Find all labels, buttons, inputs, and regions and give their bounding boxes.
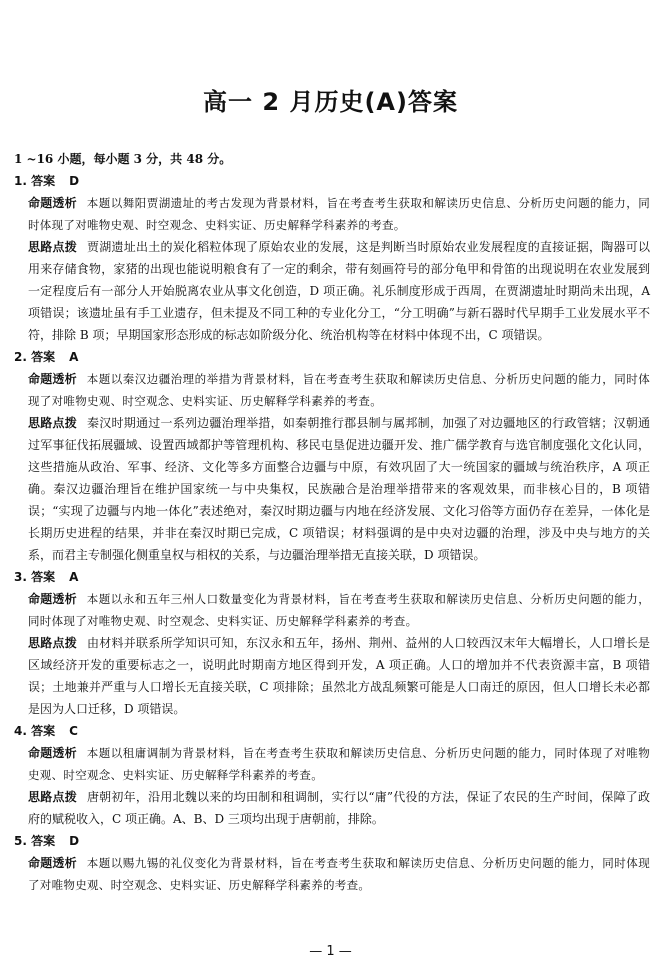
- question-number: 5. 答案: [14, 834, 56, 848]
- answer-letter: A: [69, 350, 79, 364]
- answer-heading: [14, 830, 650, 852]
- reasoning-text: 秦汉时期通过一系列边疆治理举措，如秦朝推行郡县制与属邦制，加强了对边疆地区的行政管辖；汉朝通过军事征伐拓展疆域、设置西域都护等管理机构、移民屯垦促进边疆开发、推广儒学教育与选官制度强化文化认同，这些措施从政治、军事、经济、文化等多方面整合边疆与中原，有效巩固了大一统国家的疆域与统治秩序，A 项正确。秦汉边疆治理旨在维护国家统一与中央集权，民族融合是治理举措带来的客观效果，而非核心目的，B 项错误；“实现了边疆与内地一体化”表述绝对，秦汉时期边疆与内地在经济发展、文化习俗等方面仍存在差异，一体化是长期历史进程的结果，并非在秦汉时期已完成，C 项错误；材料强调的是中央对边疆的治理，涉及中央与地方的关系，而君主专制强化侧重皇权与相权的关系，与边疆治理举措无直接关联，D 项错误。: [28, 416, 650, 562]
- question-number: 3. 答案: [14, 570, 56, 584]
- analysis-label: 命题透析: [28, 196, 77, 210]
- question-1: [14, 170, 650, 346]
- reasoning-label: 思路点拨: [28, 416, 77, 430]
- answer-heading: [14, 720, 650, 742]
- page-title: 高一 2 月历史(A)答案: [203, 88, 458, 116]
- analysis-label: 命题透析: [28, 746, 77, 760]
- answer-letter: A: [69, 570, 79, 584]
- question-2: [14, 346, 650, 566]
- question-number: 1. 答案: [14, 174, 56, 188]
- analysis-paragraph: [14, 742, 650, 786]
- analysis-paragraph: [14, 368, 650, 412]
- question-number: 2. 答案: [14, 350, 56, 364]
- analysis-label: 命题透析: [28, 592, 77, 606]
- reasoning-text: 由材料并联系所学知识可知，东汉永和五年，扬州、荆州、益州的人口较西汉末年大幅增长，人口增长是区域经济开发的重要标志之一，说明此时期南方地区得到开发，A 项正确。人口的增加并不代表资源丰富，B 项错误；土地兼并严重与人口增长无直接关联，C 项排除；虽然北方战乱频繁可能是人口南迁的原因，但人口增长未必都是因为人口迁移，D 项错误。: [28, 636, 650, 716]
- answer-letter: C: [69, 724, 78, 738]
- reasoning-label: 思路点拨: [28, 240, 77, 254]
- answer-heading: [14, 170, 650, 192]
- question-5: [14, 830, 650, 896]
- analysis-text: 本题以赐九锡的礼仪变化为背景材料，旨在考查考生获取和解读历史信息、分析历史问题的能力，同时体现了对唯物史观、时空观念、史料实证、历史解释学科素养的考查。: [28, 856, 650, 892]
- reasoning-text: 贾湖遗址出土的炭化稻粒体现了原始农业的发展，这是判断当时原始农业发展程度的直接证据，陶器可以用来存储食物，家猪的出现也能说明粮食有了一定的剩余，带有刻画符号的部分龟甲和骨笛的出现说明在农业发展到一定程度后有一部分人开始脱离农业从事文化创造，D 项正确。礼乐制度形成于西周，在贾湖遗址时期尚未出现，A 项错误；该遗址虽有手工业遗存，但未提及不同工种的专业化分工，“分工明确”与新石器时代早期手工业发展水平不符，排除 B 项；早期国家形态形成的标志如阶级分化、统治机构等在材料中体现不出，C 项错误。: [28, 240, 650, 342]
- analysis-label: 命题透析: [28, 372, 77, 386]
- reasoning-paragraph: [14, 412, 650, 566]
- question-3: [14, 566, 650, 720]
- reasoning-text: 唐朝初年，沿用北魏以来的均田制和租调制，实行以“庸”代役的方法，保证了农民的生产时间，保障了政府的赋税收入，C 项正确。A、B、D 三项均出现于唐朝前，排除。: [28, 790, 650, 826]
- page-number: — 1 —: [309, 944, 352, 959]
- answer-heading: [14, 346, 650, 368]
- answer-letter: D: [69, 174, 80, 188]
- answer-letter: D: [69, 834, 80, 848]
- analysis-text: 本题以秦汉边疆治理的举措为背景材料，旨在考查考生获取和解读历史信息、分析历史问题的能力，同时体现了对唯物史观、时空观念、史料实证、历史解释学科素养的考查。: [28, 372, 650, 408]
- analysis-label: 命题透析: [28, 856, 77, 870]
- analysis-paragraph: [14, 192, 650, 236]
- section-intro: 1 ~16 小题，每小题 3 分，共 48 分。: [14, 152, 232, 166]
- analysis-text: 本题以租庸调制为背景材料，旨在考查考生获取和解读历史信息、分析历史问题的能力，同时体现了对唯物史观、时空观念、史料实证、历史解释学科素养的考查。: [28, 746, 650, 782]
- reasoning-paragraph: [14, 236, 650, 346]
- reasoning-label: 思路点拨: [28, 636, 77, 650]
- analysis-text: 本题以舞阳贾湖遗址的考古发现为背景材料，旨在考查考生获取和解读历史信息、分析历史问题的能力，同时体现了对唯物史观、时空观念、史料实证、历史解释学科素养的考查。: [28, 196, 650, 232]
- analysis-text: 本题以永和五年三州人口数量变化为背景材料，旨在考查考生获取和解读历史信息、分析历史问题的能力，同时体现了对唯物史观、时空观念、史料实证、历史解释学科素养的考查。: [28, 592, 650, 628]
- question-4: [14, 720, 650, 830]
- answer-heading: [14, 566, 650, 588]
- analysis-paragraph: [14, 588, 650, 632]
- reasoning-paragraph: [14, 786, 650, 830]
- analysis-paragraph: [14, 852, 650, 896]
- reasoning-label: 思路点拨: [28, 790, 77, 804]
- reasoning-paragraph: [14, 632, 650, 720]
- question-number: 4. 答案: [14, 724, 56, 738]
- answer-content: [14, 148, 650, 896]
